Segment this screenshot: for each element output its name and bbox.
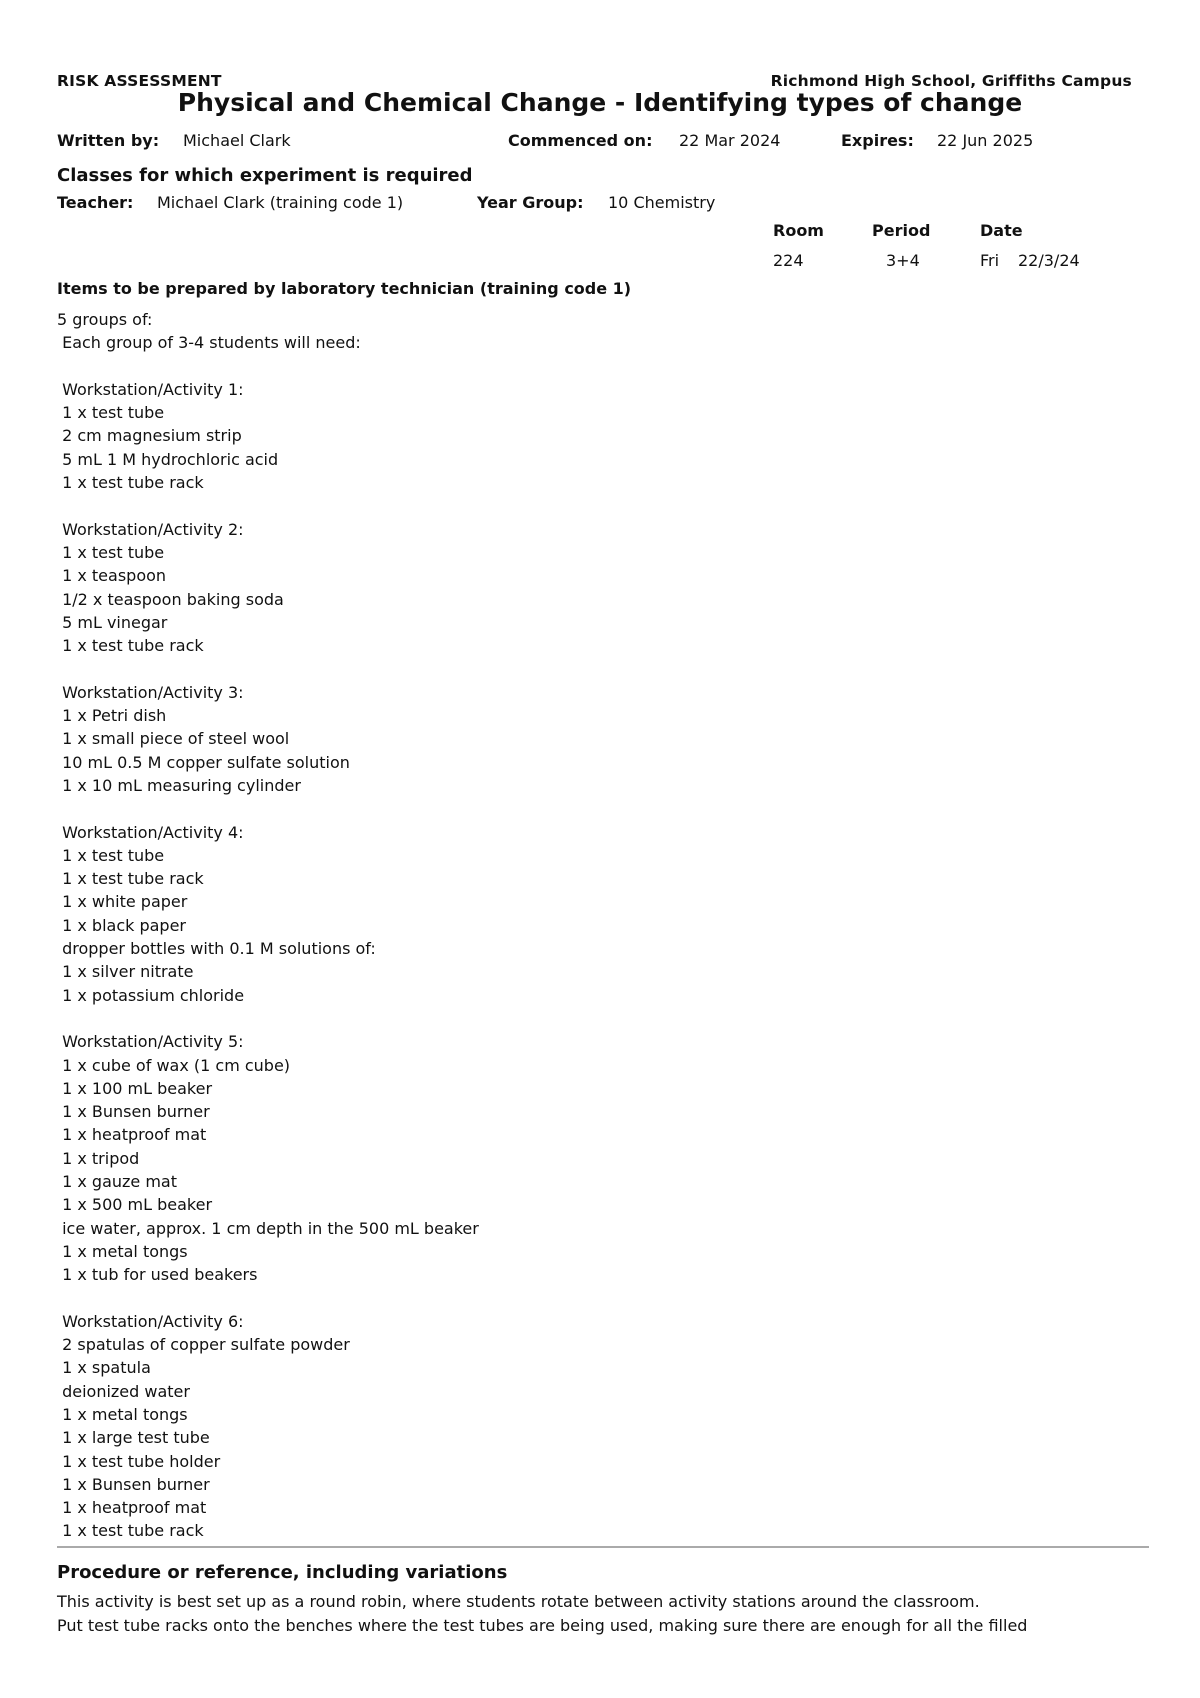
day-value: Fri [980, 251, 1000, 270]
item-line: 1 x test tube rack [57, 636, 204, 656]
procedure-line: This activity is best set up as a round robin, where students rotate between activity stations around the classroom. [57, 1592, 980, 1611]
item-line: 1 x test tube [57, 845, 165, 865]
item-line: 5 mL 1 M hydrochloric acid [57, 449, 279, 469]
item-line: 2 cm magnesium strip [57, 426, 242, 446]
item-line: 1 x spatula [57, 1358, 151, 1378]
item-line: 2 spatulas of copper sulfate powder [57, 1335, 350, 1355]
item-line [57, 494, 479, 517]
item-line: 1 x test tube [57, 542, 165, 562]
item-line: 5 groups of: [57, 310, 153, 329]
item-line: deionized water [57, 1381, 190, 1401]
item-line: 1 x test tube holder [57, 1451, 221, 1471]
item-line: 1 x 10 mL measuring cylinder [57, 775, 301, 795]
item-line: 1 x heatproof mat [57, 1498, 207, 1518]
items-heading: Items to be prepared by laboratory technician (training code 1) [57, 279, 632, 298]
item-line: Workstation/Activity 4: [57, 822, 244, 842]
teacher-value: Michael Clark (training code 1) [157, 193, 404, 212]
item-line: 1 x tripod [57, 1148, 140, 1168]
written-by-value: Michael Clark [183, 131, 291, 150]
item-line: 1 x small piece of steel wool [57, 729, 290, 749]
item-line [57, 355, 479, 378]
year-group-label: Year Group: [477, 193, 584, 212]
item-line: 1 x tub for used beakers [57, 1265, 258, 1285]
written-by-label: Written by: [57, 131, 160, 150]
expires-value: 22 Jun 2025 [937, 131, 1034, 150]
commenced-value: 22 Mar 2024 [679, 131, 781, 150]
date-header: Date [980, 221, 1023, 240]
item-line: Workstation/Activity 6: [57, 1311, 244, 1331]
item-line: 1 x potassium chloride [57, 985, 245, 1005]
item-line: 1 x test tube rack [57, 473, 204, 493]
item-line: 1 x white paper [57, 892, 188, 912]
item-line: 1 x cube of wax (1 cm cube) [57, 1055, 291, 1075]
item-line: 1 x heatproof mat [57, 1125, 207, 1145]
procedure-text [57, 1590, 1027, 1638]
item-line: Each group of 3-4 students will need: [57, 333, 361, 353]
item-line: 1 x large test tube [57, 1428, 210, 1448]
item-line: Workstation/Activity 1: [57, 379, 244, 399]
item-line [57, 1286, 479, 1309]
item-line: 1 x 500 mL beaker [57, 1195, 213, 1215]
item-line: 1/2 x teaspoon baking soda [57, 589, 284, 609]
items-list [57, 308, 479, 1543]
expires-label: Expires: [841, 131, 914, 150]
item-line: ice water, approx. 1 cm depth in the 500 mL beaker [57, 1218, 479, 1238]
item-line: 1 x Petri dish [57, 706, 167, 726]
item-line: 1 x black paper [57, 915, 186, 935]
document-type: RISK ASSESSMENT [57, 72, 222, 90]
item-line: 1 x gauze mat [57, 1171, 177, 1191]
item-line: 1 x teaspoon [57, 566, 167, 586]
year-group-value: 10 Chemistry [608, 193, 716, 212]
item-line: 10 mL 0.5 M copper sulfate solution [57, 752, 350, 772]
item-line: 1 x silver nitrate [57, 962, 194, 982]
item-line [57, 1007, 479, 1030]
item-line: 1 x Bunsen burner [57, 1102, 210, 1122]
procedure-heading: Procedure or reference, including variations [57, 1562, 508, 1583]
item-line: Workstation/Activity 5: [57, 1032, 244, 1052]
item-line: Workstation/Activity 2: [57, 519, 244, 539]
date-value: 22/3/24 [1018, 251, 1080, 270]
room-header: Room [773, 221, 824, 240]
item-line [57, 797, 479, 820]
commenced-label: Commenced on: [508, 131, 653, 150]
period-header: Period [872, 221, 931, 240]
period-value: 3+4 [886, 251, 920, 270]
item-line: 1 x 100 mL beaker [57, 1078, 213, 1098]
procedure-line: Put test tube racks onto the benches where the test tubes are being used, making sure there are enough for all the filled [57, 1616, 1028, 1635]
item-line [57, 657, 479, 680]
section-divider [57, 1546, 1149, 1548]
item-line: 1 x test tube [57, 403, 165, 423]
item-line: Workstation/Activity 3: [57, 682, 244, 702]
item-line: 1 x test tube rack [57, 869, 204, 889]
classes-heading: Classes for which experiment is required [57, 165, 473, 186]
item-line: 5 mL vinegar [57, 612, 168, 632]
item-line: dropper bottles with 0.1 M solutions of: [57, 939, 376, 959]
teacher-label: Teacher: [57, 193, 134, 212]
page-title: Physical and Chemical Change - Identifying types of change [177, 88, 1023, 117]
school-name: Richmond High School, Griffiths Campus [770, 72, 1132, 90]
item-line: 1 x test tube rack [57, 1521, 204, 1541]
item-line: 1 x metal tongs [57, 1404, 188, 1424]
room-value: 224 [773, 251, 804, 270]
item-line: 1 x metal tongs [57, 1241, 188, 1261]
item-line: 1 x Bunsen burner [57, 1474, 210, 1494]
